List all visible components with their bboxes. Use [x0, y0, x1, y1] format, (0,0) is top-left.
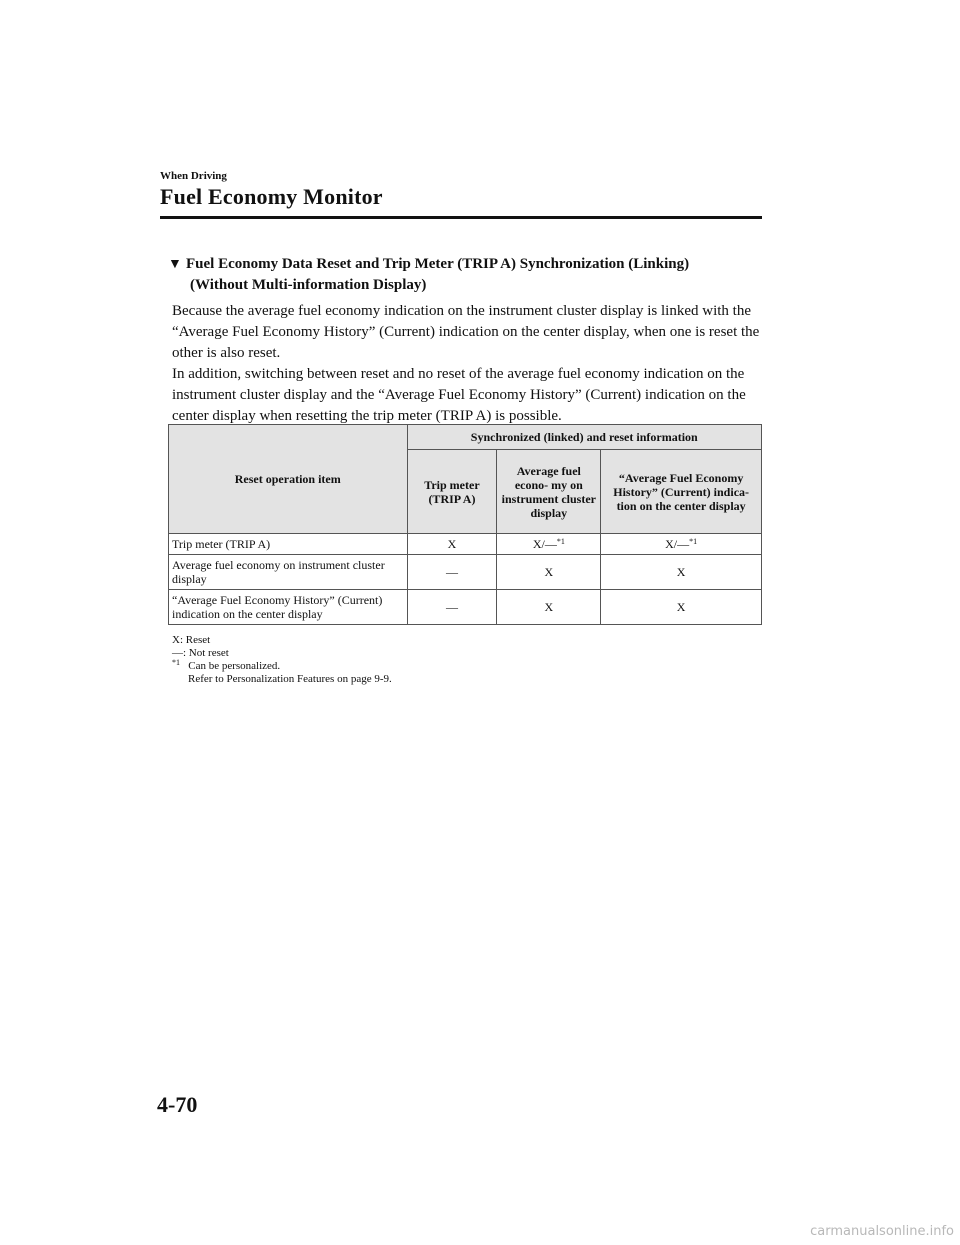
paragraph-switching: In addition, switching between reset and no reset of the average fuel economy indication on the instrument cluster display and the “Average Fuel Economy History” (Current) indication on the center display when resetting the trip meter (TRIP A) is possible.	[172, 366, 746, 424]
paragraph-linked-reset: Because the average fuel economy indication on the instrument cluster display is linked with the “Average Fuel Economy History” (Current) indication on the center display, when one is reset the other is also reset.	[172, 303, 760, 361]
column-header-avg-fuel-history: “Average Fuel Economy History” (Current) indica- tion on the center display	[601, 450, 762, 534]
header-reset-operation-item: Reset operation item	[169, 425, 408, 534]
table-cell: X	[497, 590, 601, 625]
watermark: carmanualsonline.info	[810, 1224, 954, 1239]
table-cell: —	[407, 590, 497, 625]
table-row	[169, 590, 762, 625]
header-sync-reset-info: Synchronized (linked) and reset information	[407, 425, 761, 450]
footnote-mark: *1	[556, 537, 565, 546]
subheading-line-1: Fuel Economy Data Reset and Trip Meter (TRIP A) Synchronization (Linking)	[186, 256, 690, 272]
legend-not-reset: —: Not reset	[172, 647, 229, 659]
footnote-reference-link[interactable]: Refer to Personalization Features on page 9-9.	[188, 673, 392, 685]
footnote	[172, 660, 392, 673]
footnote-mark: *1	[172, 658, 180, 667]
footnote-text: Can be personalized.	[188, 660, 281, 672]
subheading	[168, 254, 758, 296]
subheading-line-2: (Without Multi-information Display)	[190, 277, 427, 293]
triangle-marker-icon: ▼	[168, 257, 182, 272]
title-divider	[160, 216, 762, 219]
page-number: 4-70	[157, 1092, 198, 1117]
table-row	[169, 555, 762, 590]
section-label: When Driving	[160, 170, 227, 182]
table-cell: X/—$^{*1}$	[601, 534, 762, 555]
row-item-label: Average fuel economy on instrument cluster display	[169, 555, 408, 590]
row-item-label: “Average Fuel Economy History” (Current) indication on the center display	[169, 590, 408, 625]
footnote-mark: *1	[689, 537, 698, 546]
table-row	[169, 534, 762, 555]
page-title: Fuel Economy Monitor	[160, 184, 383, 209]
column-header-trip-meter: Trip meter (TRIP A)	[407, 450, 497, 534]
table-cell: X	[407, 534, 497, 555]
row-item-label: Trip meter (TRIP A)	[169, 534, 408, 555]
reset-sync-table	[168, 424, 762, 625]
legend-reset: X: Reset	[172, 634, 211, 646]
column-header-avg-fuel-cluster: Average fuel econo- my on instrument cluster display	[497, 450, 601, 534]
table-notes	[172, 634, 392, 686]
table-cell: —	[407, 555, 497, 590]
table-cell: X	[601, 590, 762, 625]
table-cell: X	[601, 555, 762, 590]
table-cell: X	[497, 555, 601, 590]
table-cell: X/—$^{*1}$	[497, 534, 601, 555]
